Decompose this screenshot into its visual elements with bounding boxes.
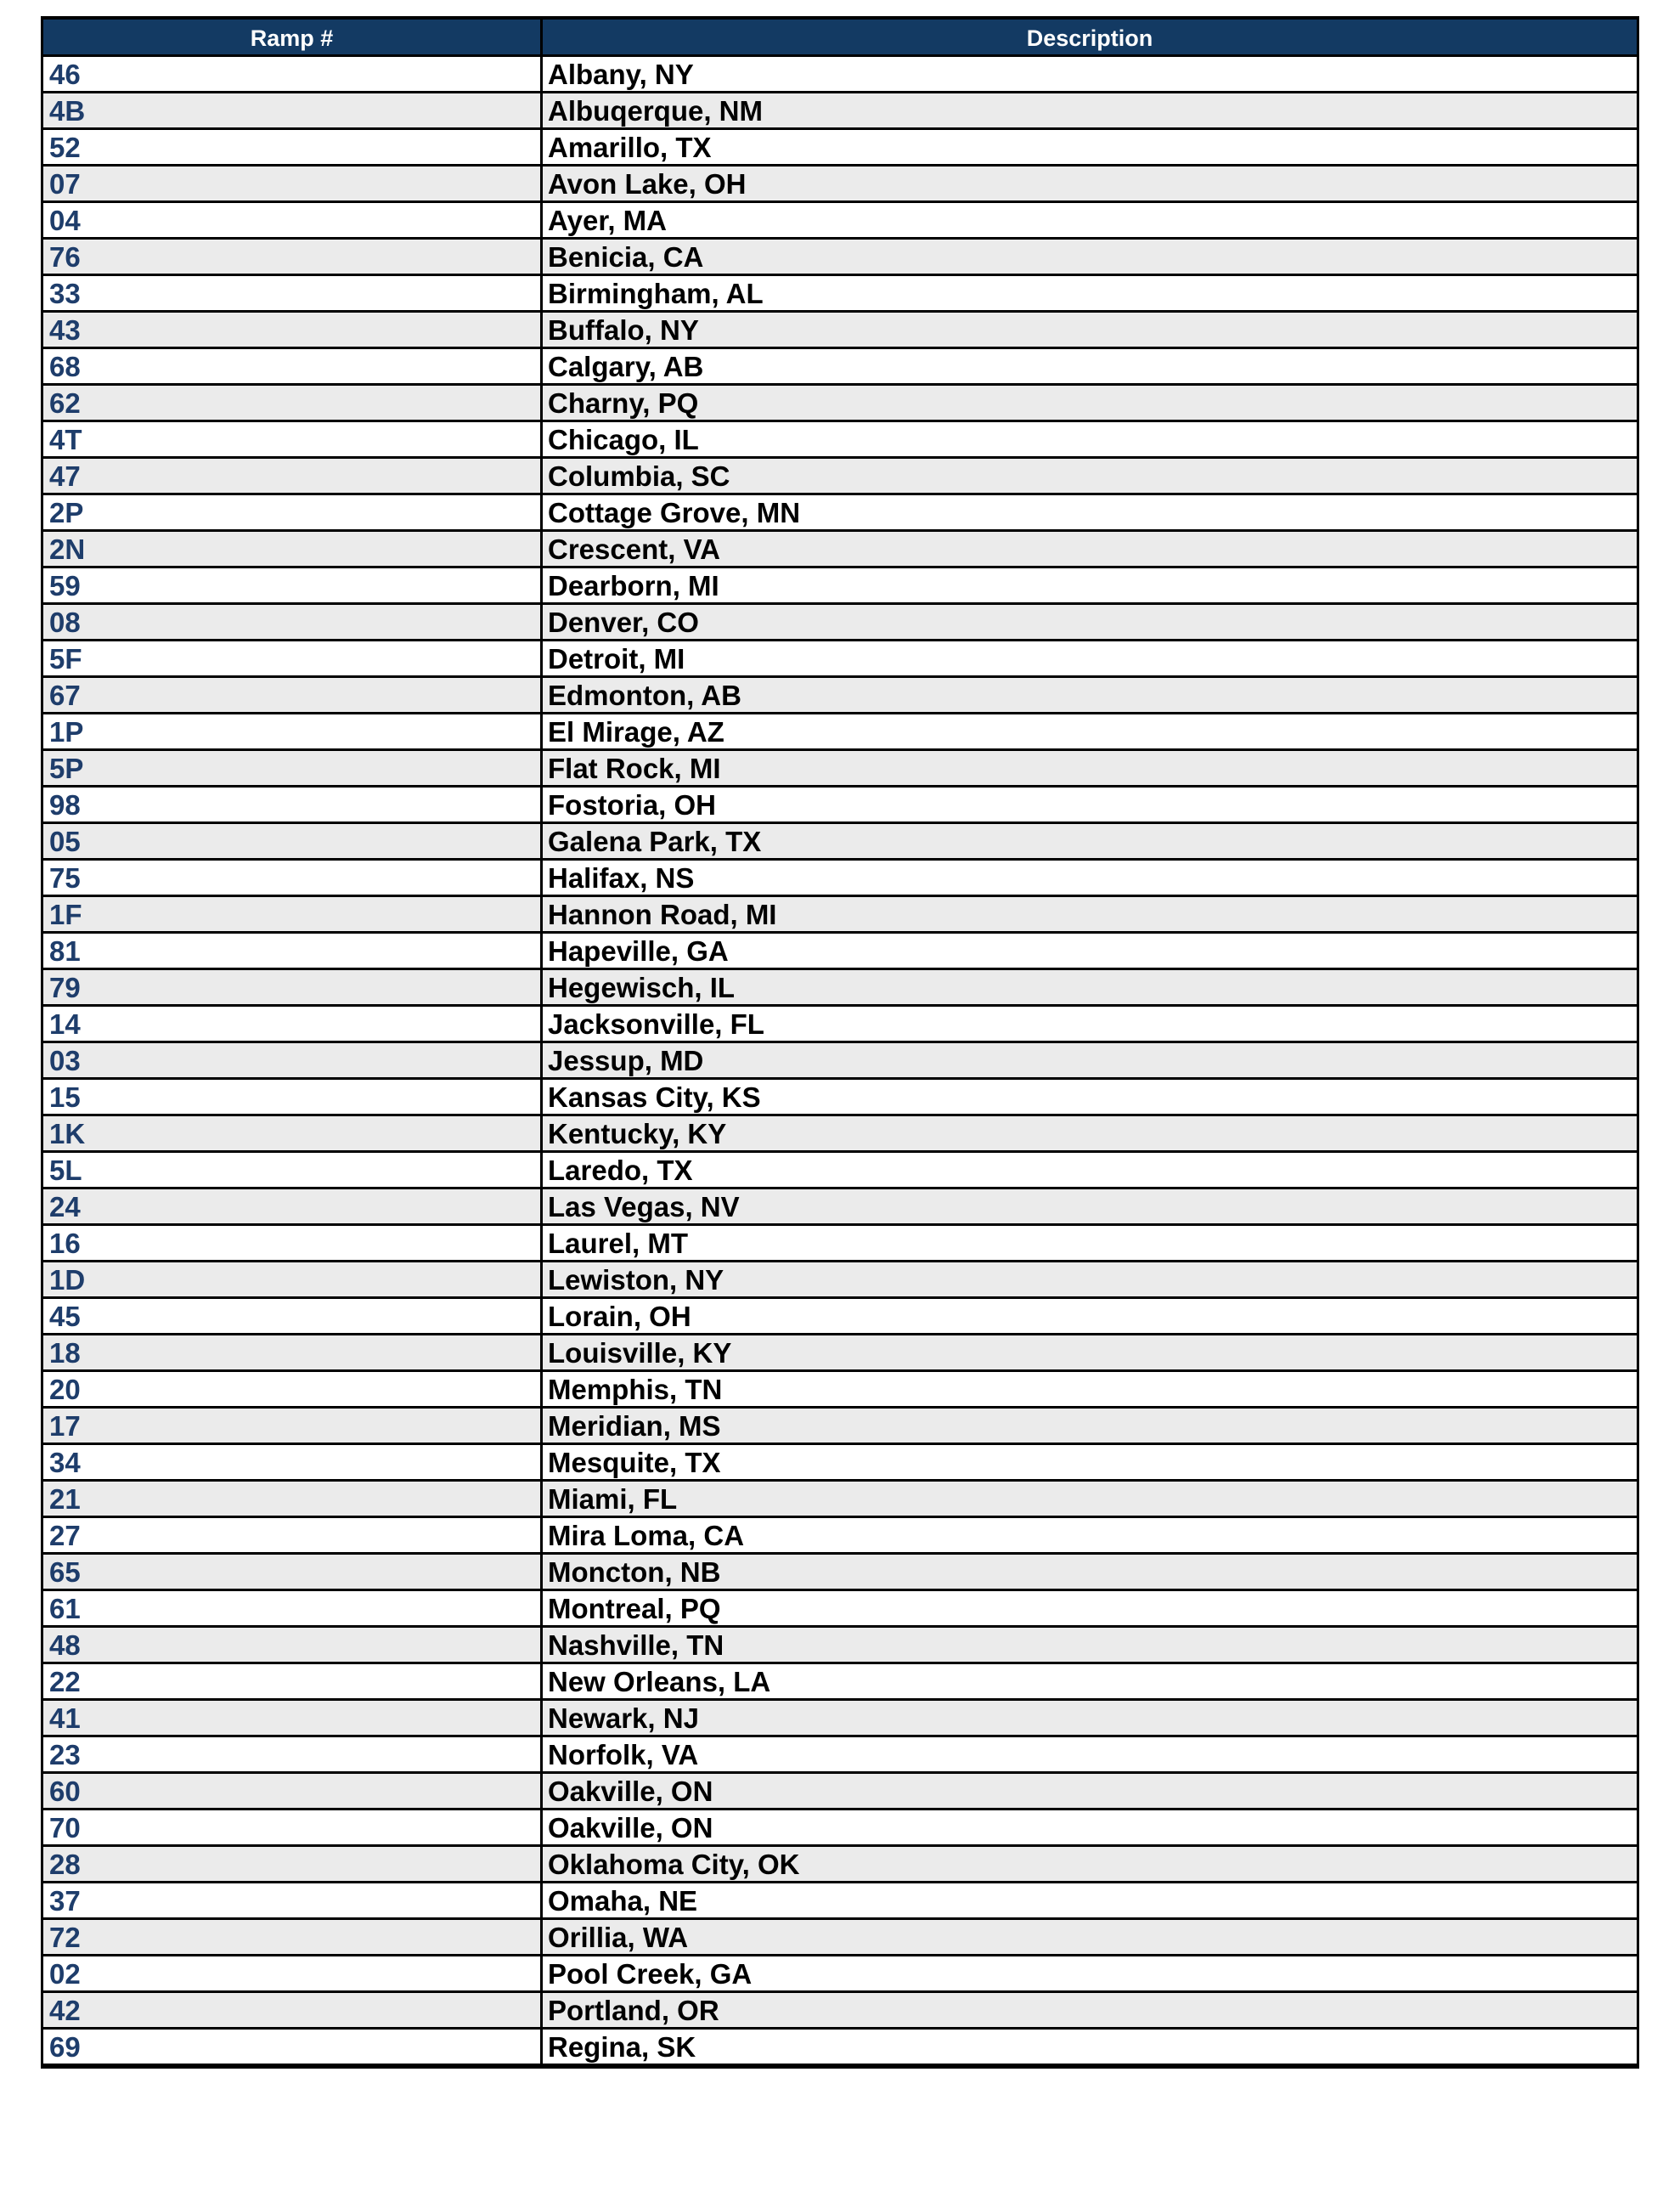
table-row xyxy=(43,641,1637,678)
ramp-code-cell: 07 xyxy=(49,168,81,200)
ramp-code-cell: 59 xyxy=(49,570,81,601)
ramp-code-cell: 52 xyxy=(49,132,81,163)
ramp-code-cell: 16 xyxy=(49,1228,81,1259)
table-body xyxy=(43,57,1637,2066)
ramp-code-cell: 20 xyxy=(49,1374,81,1405)
table-row xyxy=(43,422,1637,459)
table-row xyxy=(43,714,1637,751)
table-row xyxy=(43,495,1637,532)
ramp-code-cell: 24 xyxy=(49,1191,81,1222)
description-cell: Chicago, IL xyxy=(540,422,1637,456)
table-row xyxy=(43,1628,1637,1664)
description-cell: Columbia, SC xyxy=(540,459,1637,493)
ramp-code-cell: 41 xyxy=(49,1702,81,1734)
table-row xyxy=(43,1372,1637,1409)
description-cell: Amarillo, TX xyxy=(540,130,1637,164)
description-cell: Flat Rock, MI xyxy=(540,751,1637,785)
description-cell: Orillia, WA xyxy=(540,1920,1637,1954)
ramp-code-cell: 34 xyxy=(49,1447,81,1478)
ramp-code-cell: 45 xyxy=(49,1301,81,1332)
table-row xyxy=(43,934,1637,970)
table-row xyxy=(43,1518,1637,1555)
table-row xyxy=(43,1080,1637,1116)
ramp-code-cell: 43 xyxy=(49,314,81,346)
description-cell: Nashville, TN xyxy=(540,1628,1637,1662)
description-cell: Montreal, PQ xyxy=(540,1591,1637,1625)
description-cell: Albany, NY xyxy=(540,57,1637,91)
description-cell: Albuqerque, NM xyxy=(540,93,1637,127)
description-cell: Galena Park, TX xyxy=(540,824,1637,858)
ramp-code-cell: 22 xyxy=(49,1666,81,1697)
description-cell: Hannon Road, MI xyxy=(540,897,1637,931)
description-cell: Edmonton, AB xyxy=(540,678,1637,712)
ramp-code-cell: 1K xyxy=(49,1118,86,1149)
table-row xyxy=(43,568,1637,605)
table-row xyxy=(43,240,1637,276)
ramp-code-cell: 08 xyxy=(49,607,81,638)
column-header-ramp: Ramp # xyxy=(250,25,334,51)
description-cell: Hegewisch, IL xyxy=(540,970,1637,1004)
table-row xyxy=(43,532,1637,568)
ramp-code-cell: 1D xyxy=(49,1264,86,1296)
ramp-code-cell: 65 xyxy=(49,1556,81,1588)
table-row xyxy=(43,605,1637,641)
table-row xyxy=(43,2030,1637,2066)
table-row xyxy=(43,1007,1637,1043)
table-row xyxy=(43,970,1637,1007)
table-row xyxy=(43,1409,1637,1445)
table-row xyxy=(43,1043,1637,1080)
ramp-code-cell: 5F xyxy=(49,643,82,675)
description-cell: Mira Loma, CA xyxy=(540,1518,1637,1552)
description-cell: Newark, NJ xyxy=(540,1701,1637,1735)
ramp-code-cell: 02 xyxy=(49,1958,81,1990)
description-cell: Meridian, MS xyxy=(540,1409,1637,1443)
ramp-code-cell: 5P xyxy=(49,753,84,784)
table-row xyxy=(43,1335,1637,1372)
description-cell: Lewiston, NY xyxy=(540,1262,1637,1296)
table-row xyxy=(43,57,1637,93)
description-cell: Laurel, MT xyxy=(540,1226,1637,1260)
description-cell: Miami, FL xyxy=(540,1482,1637,1516)
table-row xyxy=(43,1883,1637,1920)
description-cell: Norfolk, VA xyxy=(540,1737,1637,1771)
description-cell: Cottage Grove, MN xyxy=(540,495,1637,529)
ramp-code-cell: 05 xyxy=(49,826,81,857)
description-cell: Charny, PQ xyxy=(540,386,1637,420)
ramp-code-cell: 68 xyxy=(49,351,81,382)
table-row xyxy=(43,349,1637,386)
description-cell: Portland, OR xyxy=(540,1993,1637,2027)
ramp-code-cell: 62 xyxy=(49,387,81,419)
ramp-code-cell: 1P xyxy=(49,716,84,748)
table-row xyxy=(43,678,1637,714)
description-cell: Ayer, MA xyxy=(540,203,1637,237)
description-cell: Benicia, CA xyxy=(540,240,1637,274)
table-row xyxy=(43,1189,1637,1226)
description-cell: Jessup, MD xyxy=(540,1043,1637,1077)
ramp-code-cell: 37 xyxy=(49,1885,81,1917)
description-cell: Dearborn, MI xyxy=(540,568,1637,602)
table-row xyxy=(43,313,1637,349)
ramp-code-cell: 2P xyxy=(49,497,84,528)
description-cell: Hapeville, GA xyxy=(540,934,1637,968)
description-cell: Laredo, TX xyxy=(540,1153,1637,1187)
table-row xyxy=(43,788,1637,824)
table-row xyxy=(43,93,1637,130)
ramp-code-cell: 76 xyxy=(49,241,81,273)
description-cell: Birmingham, AL xyxy=(540,276,1637,310)
table-row xyxy=(43,1956,1637,1993)
table-row xyxy=(43,1847,1637,1883)
ramp-code-cell: 72 xyxy=(49,1922,81,1953)
table-row xyxy=(43,1116,1637,1153)
table-row xyxy=(43,459,1637,495)
ramp-code-cell: 61 xyxy=(49,1593,81,1624)
description-cell: Denver, CO xyxy=(540,605,1637,639)
table-row xyxy=(43,1920,1637,1956)
table-row xyxy=(43,167,1637,203)
table-row xyxy=(43,1701,1637,1737)
table-row xyxy=(43,1737,1637,1774)
description-cell: El Mirage, AZ xyxy=(540,714,1637,748)
description-cell: Pool Creek, GA xyxy=(540,1956,1637,1990)
table-header-row xyxy=(43,20,1637,57)
ramp-code-cell: 03 xyxy=(49,1045,81,1076)
table-row xyxy=(43,897,1637,934)
column-header-description: Description xyxy=(540,20,1637,54)
table-row xyxy=(43,1591,1637,1628)
description-cell: Oakville, ON xyxy=(540,1774,1637,1808)
ramp-code-cell: 69 xyxy=(49,2031,81,2063)
ramp-code-cell: 42 xyxy=(49,1995,81,2026)
description-cell: Louisville, KY xyxy=(540,1335,1637,1369)
ramp-code-cell: 2N xyxy=(49,534,86,565)
table-row xyxy=(43,861,1637,897)
ramp-code-cell: 04 xyxy=(49,205,81,236)
ramp-code-cell: 46 xyxy=(49,59,81,90)
ramp-code-cell: 60 xyxy=(49,1776,81,1807)
description-cell: Calgary, AB xyxy=(540,349,1637,383)
description-cell: Las Vegas, NV xyxy=(540,1189,1637,1223)
ramp-code-cell: 17 xyxy=(49,1410,81,1442)
ramp-code-cell: 79 xyxy=(49,972,81,1003)
ramp-code-cell: 70 xyxy=(49,1812,81,1843)
table-row xyxy=(43,1299,1637,1335)
ramp-code-cell: 48 xyxy=(49,1629,81,1661)
ramp-code-cell: 4B xyxy=(49,95,86,127)
ramp-code-cell: 1F xyxy=(49,899,82,930)
description-cell: Kansas City, KS xyxy=(540,1080,1637,1114)
ramp-code-cell: 4T xyxy=(49,424,82,455)
ramp-code-cell: 18 xyxy=(49,1337,81,1369)
description-cell: Oakville, ON xyxy=(540,1810,1637,1844)
description-cell: Mesquite, TX xyxy=(540,1445,1637,1479)
table-row xyxy=(43,1774,1637,1810)
description-cell: Memphis, TN xyxy=(540,1372,1637,1406)
description-cell: Buffalo, NY xyxy=(540,313,1637,347)
table-row xyxy=(43,203,1637,240)
description-cell: Jacksonville, FL xyxy=(540,1007,1637,1041)
description-cell: Oklahoma City, OK xyxy=(540,1847,1637,1881)
ramp-code-cell: 15 xyxy=(49,1081,81,1113)
ramp-code-cell: 98 xyxy=(49,789,81,821)
table-row xyxy=(43,1810,1637,1847)
description-cell: Lorain, OH xyxy=(540,1299,1637,1333)
ramp-code-cell: 67 xyxy=(49,680,81,711)
description-cell: Omaha, NE xyxy=(540,1883,1637,1917)
description-cell: New Orleans, LA xyxy=(540,1664,1637,1698)
ramp-code-cell: 27 xyxy=(49,1520,81,1551)
ramp-code-cell: 21 xyxy=(49,1483,81,1515)
ramp-code-cell: 23 xyxy=(49,1739,81,1770)
table-row xyxy=(43,276,1637,313)
table-row xyxy=(43,130,1637,167)
ramp-code-cell: 47 xyxy=(49,460,81,492)
description-cell: Moncton, NB xyxy=(540,1555,1637,1589)
description-cell: Avon Lake, OH xyxy=(540,167,1637,200)
table-row xyxy=(43,1993,1637,2030)
table-row xyxy=(43,1664,1637,1701)
table-row xyxy=(43,1153,1637,1189)
ramp-code-cell: 81 xyxy=(49,935,81,967)
ramp-code-cell: 33 xyxy=(49,278,81,309)
description-cell: Detroit, MI xyxy=(540,641,1637,675)
ramp-code-cell: 28 xyxy=(49,1849,81,1880)
table-row xyxy=(43,824,1637,861)
table-row xyxy=(43,1482,1637,1518)
table-row xyxy=(43,386,1637,422)
ramp-code-cell: 75 xyxy=(49,862,81,894)
description-cell: Halifax, NS xyxy=(540,861,1637,895)
description-cell: Fostoria, OH xyxy=(540,788,1637,821)
table-row xyxy=(43,751,1637,788)
ramp-code-cell: 5L xyxy=(49,1155,82,1186)
ramp-location-table xyxy=(41,16,1639,2069)
description-cell: Crescent, VA xyxy=(540,532,1637,566)
table-row xyxy=(43,1226,1637,1262)
description-cell: Kentucky, KY xyxy=(540,1116,1637,1150)
table-row xyxy=(43,1555,1637,1591)
description-cell: Regina, SK xyxy=(540,2030,1637,2064)
table-row xyxy=(43,1445,1637,1482)
table-row xyxy=(43,1262,1637,1299)
ramp-code-cell: 14 xyxy=(49,1008,81,1040)
